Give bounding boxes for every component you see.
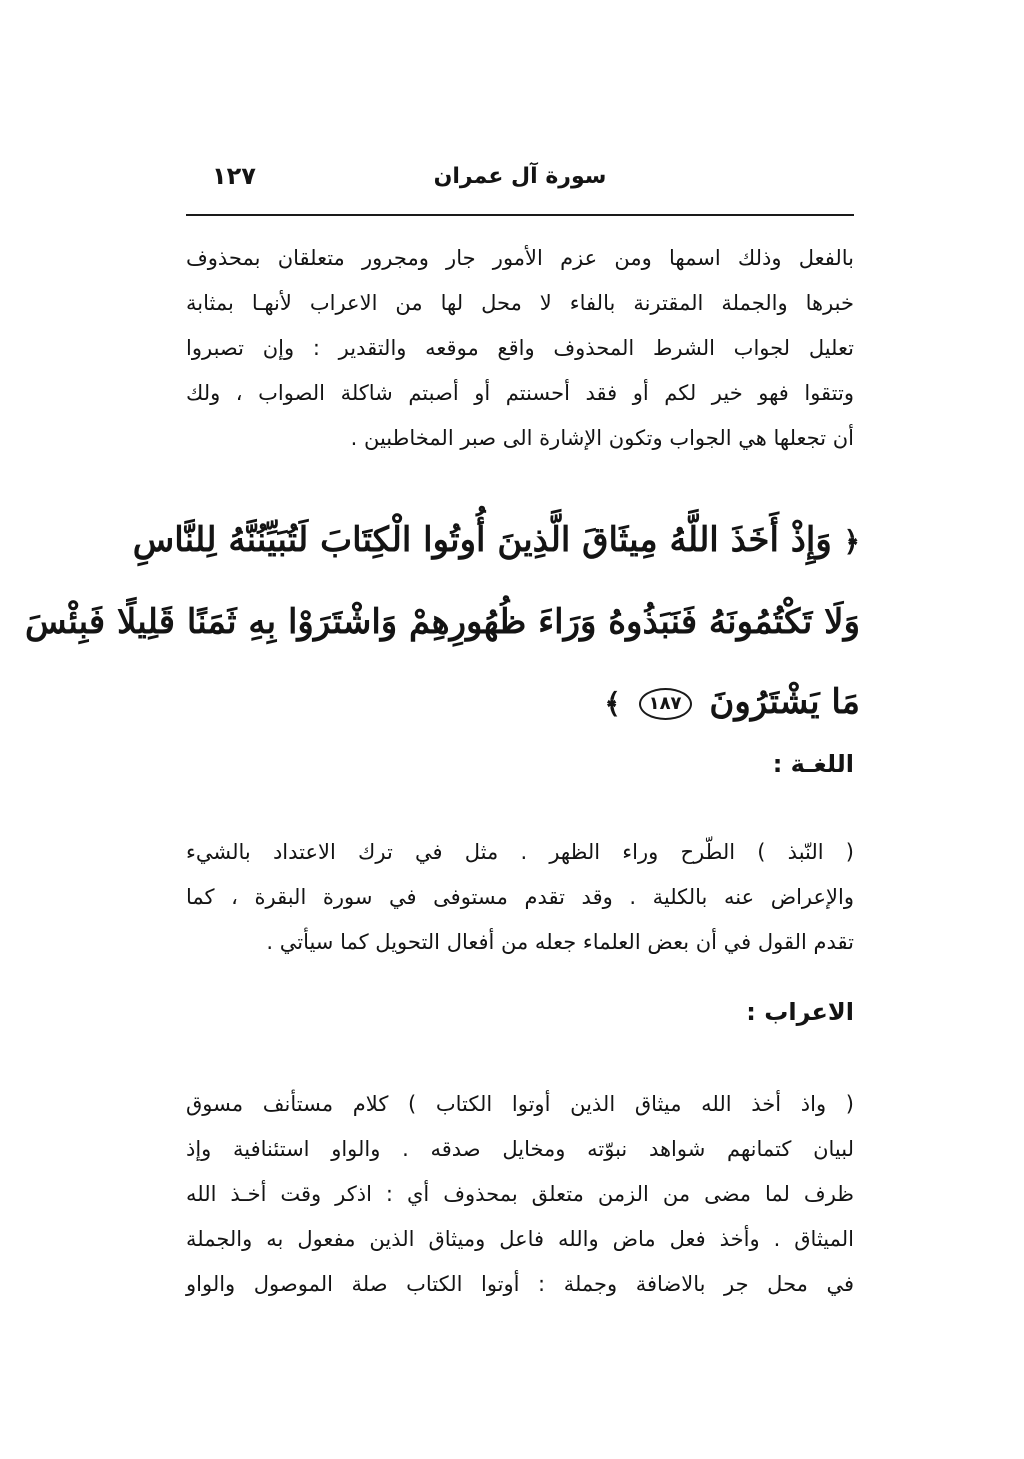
text-line: بالفعل وذلك اسمها ومن عزم الأمور جار ومجرور متعلقان بمحذوف [186, 246, 854, 270]
verse-close-bracket: ﴾ [604, 687, 621, 720]
text-line: وتتقوا فهو خير لكم أو فقد أحسنتم أو أصبتم شاكلة الصواب ، ولك [186, 381, 854, 405]
text-line: ظرف لما مضى من الزمن متعلق بمحذوف أي : اذكر وقت أخـذ الله [186, 1182, 854, 1206]
page-number: ١٢٧ [212, 162, 256, 190]
surah-title: سورة آل عمران [433, 164, 607, 189]
quran-verse [25, 500, 860, 744]
running-head [186, 160, 854, 200]
text-line: الميثاق . وأخذ فعل ماض والله فاعل وميثاق الذين مفعول به والجملة [186, 1227, 854, 1251]
text-line: والإعراض عنه بالكلية . وقد تقدم مستوفى في سورة البقرة ، كما [186, 885, 854, 909]
verse-line: وَلَا تَكْتُمُونَهُ فَنَبَذُوهُ وَرَاءَ ظُهُورِهِمْ وَاشْتَرَوْا بِهِ ثَمَنًا قَلِيلًا فَبِئْسَ [25, 602, 860, 642]
verse-number-medallion: ١٨٧ [639, 688, 692, 720]
text-line: خبرها والجملة المقترنة بالفاء لا محل لها من الاعراب لأنهـا بمثابة [186, 291, 854, 315]
text-line: لبيان كتمانهم شواهد نبوّته ومخايل صدقه . والواو استئنافية وإذ [186, 1137, 854, 1161]
language-heading: اللغـة : [772, 750, 854, 778]
text-line: في محل جر بالاضافة وجملة : أوتوا الكتاب صلة الموصول والواو [186, 1272, 854, 1296]
verse-line [132, 500, 860, 582]
text-line: أن تجعلها هي الجواب وتكون الإشارة الى صبر المخاطبين . [350, 426, 854, 450]
verse-line-text: مَا يَشْتَرُونَ [709, 682, 860, 722]
text-line: ( النّبذ ) الطّرح وراء الظهر . مثل في ترك الاعتداد بالشيء [186, 840, 854, 864]
header-divider [186, 214, 854, 216]
text-line: تقدم القول في أن بعض العلماء جعله من أفعال التحويل كما سيأتي . [266, 930, 854, 954]
verse-line [180, 662, 860, 744]
grammar-paragraph [186, 1082, 854, 1307]
verse-line-text: وَإِذْ أَخَذَ اللَّهُ مِيثَاقَ الَّذِينَ أُوتُوا الْكِتَابَ لَتُبَيِّنُنَّهُ لِلنَّاسِ [132, 520, 832, 560]
intro-paragraph [186, 236, 854, 461]
verse-open-bracket: ﴿ [843, 525, 860, 558]
text-line: تعليل لجواب الشرط المحذوف واقع موقعه والتقدير : وإن تصبروا [186, 336, 854, 360]
text-line: ( واذ أخذ الله ميثاق الذين أوتوا الكتاب ) كلام مستأنف مسوق [186, 1092, 854, 1116]
language-paragraph [186, 830, 854, 965]
grammar-heading: الاعراب : [746, 998, 854, 1026]
